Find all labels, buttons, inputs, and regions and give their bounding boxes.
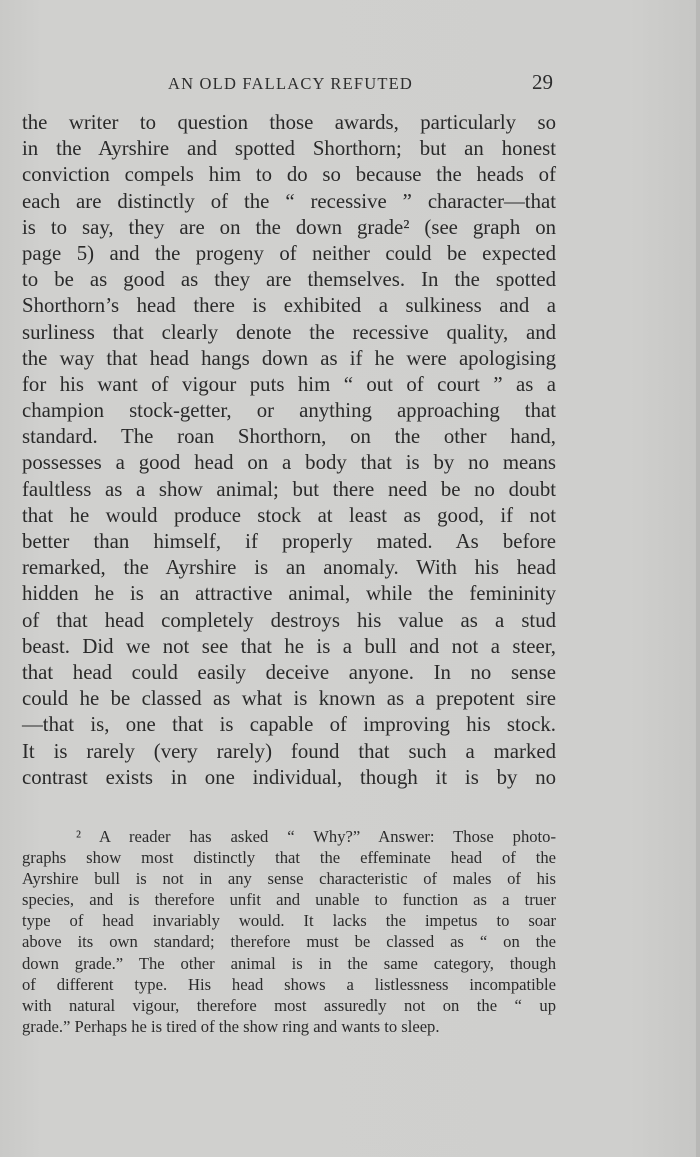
footnote-line: type of head invariably would. It lacks the impetus to soar bbox=[22, 911, 556, 931]
body-line: for his want of vigour puts him “ out of court ” as a bbox=[22, 372, 556, 396]
body-line: possesses a good head on a body that is by no means bbox=[22, 451, 556, 475]
page-edge-shadow bbox=[696, 0, 700, 1157]
body-line: that he would produce stock at least as good, if not bbox=[22, 503, 556, 527]
body-line: hidden he is an attractive animal, while the femininity bbox=[22, 582, 556, 606]
body-line: Shorthorn’s head there is exhibited a sulkiness and a bbox=[22, 294, 556, 318]
body-line: each are distinctly of the “ recessive ” character—that bbox=[22, 189, 556, 213]
body-line: could he be classed as what is known as a prepotent sire bbox=[22, 687, 556, 711]
footnote bbox=[22, 826, 556, 1037]
body-line: —that is, one that is capable of improving his stock. bbox=[22, 713, 556, 737]
body-line: to be as good as they are themselves. In the spotted bbox=[22, 268, 556, 292]
body-line: conviction compels him to do so because the heads of bbox=[22, 163, 556, 187]
footnote-line: with natural vigour, therefore most assuredly not on the “ up bbox=[22, 995, 556, 1015]
body-line: page 5) and the progeny of neither could be expected bbox=[22, 241, 556, 265]
body-line: that head could easily deceive anyone. In no sense bbox=[22, 660, 556, 684]
running-head bbox=[0, 70, 700, 98]
body-line: the writer to question those awards, particularly so bbox=[22, 111, 556, 134]
footnote-line: above its own standard; therefore must be classed as “ on the bbox=[22, 932, 556, 952]
footnote-line: down grade.” The other animal is in the same category, though bbox=[22, 953, 556, 973]
body-line: is to say, they are on the down grade² (see graph on bbox=[22, 215, 556, 239]
footnote-line: species, and is therefore unfit and unable to function as a truer bbox=[22, 890, 556, 910]
body-paragraph bbox=[22, 110, 556, 791]
body-line: the way that head hangs down as if he were apologising bbox=[22, 346, 556, 370]
footnote-line: grade.” Perhaps he is tired of the show ring and wants to sleep. bbox=[22, 1016, 440, 1036]
body-line: contrast exists in one individual, though it is by no bbox=[22, 765, 556, 789]
body-line: standard. The roan Shorthorn, on the other hand, bbox=[22, 425, 556, 449]
body-line: It is rarely (very rarely) found that such a marked bbox=[22, 739, 556, 763]
body-line: beast. Did we not see that he is a bull and not a steer, bbox=[22, 634, 556, 658]
footnote-line: Ayrshire bull is not in any sense characteristic of males of his bbox=[22, 869, 556, 889]
body-line: in the Ayrshire and spotted Shorthorn; but an honest bbox=[22, 137, 556, 161]
body-line: better than himself, if properly mated. As before bbox=[22, 530, 556, 553]
body-line: faultless as a show animal; but there need be no doubt bbox=[22, 477, 556, 501]
body-line: champion stock-getter, or anything approaching that bbox=[22, 399, 556, 423]
footnote-line: ² A reader has asked “ Why?” Answer: Those photo- bbox=[76, 827, 556, 846]
page-number: 29 bbox=[532, 70, 553, 94]
body-line: of that head completely destroys his value as a stud bbox=[22, 608, 556, 632]
body-line: surliness that clearly denote the recessive quality, and bbox=[22, 320, 556, 344]
body-line: remarked, the Ayrshire is an anomaly. With his head bbox=[22, 556, 556, 580]
footnote-line: graphs show most distinctly that the effeminate head of the bbox=[22, 848, 556, 868]
running-head-title: AN OLD FALLACY REFUTED bbox=[168, 74, 414, 93]
footnote-line: of different type. His head shows a listlessness incompatible bbox=[22, 974, 556, 994]
